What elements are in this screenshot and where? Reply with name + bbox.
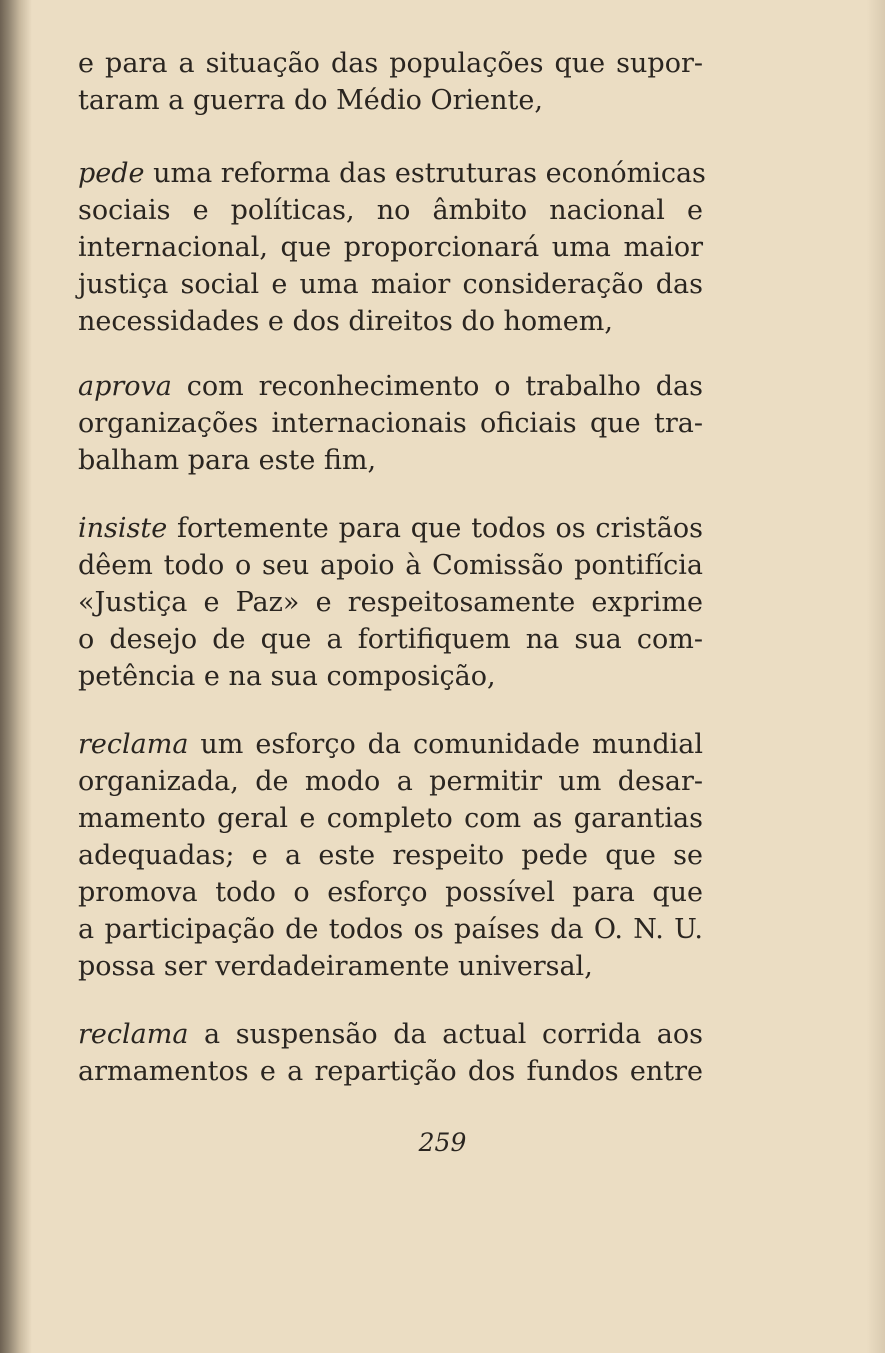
text-line: o desejo de que a fortifiquem na sua com-	[78, 624, 703, 655]
text-line: organizações internacionais oficiais que tra-	[78, 408, 703, 439]
text-line: balham para este fim,	[78, 445, 377, 476]
text-line: reclama a suspensão da actual corrida aos	[78, 1019, 703, 1050]
text-line: sociais e políticas, no âmbito nacional e	[78, 195, 703, 226]
text-line: armamentos e a repartição dos fundos entre	[78, 1056, 703, 1087]
text-line: insiste fortemente para que todos os cristãos	[78, 513, 703, 544]
text-line: promova todo o esforço possível para que	[78, 877, 703, 908]
lead-word: pede	[78, 158, 145, 189]
text-line: necessidades e dos direitos do homem,	[78, 306, 613, 337]
text-line: e para a situação das populações que supor-	[78, 48, 703, 79]
text-line: taram a guerra do Médio Oriente,	[78, 85, 543, 116]
page-number: 259	[418, 1128, 467, 1157]
text-line: mamento geral e completo com as garantias	[78, 803, 703, 834]
text-line: a participação de todos os países da O. N. U.	[78, 914, 703, 945]
text-line: pede uma reforma das estruturas económicas	[78, 158, 706, 189]
lead-word: reclama	[78, 1019, 189, 1050]
text-line: possa ser verdadeiramente universal,	[78, 951, 593, 982]
text-line: «Justiça e Paz» e respeitosamente exprime	[78, 587, 703, 618]
text-line: justiça social e uma maior consideração das	[78, 269, 703, 300]
text-line: organizada, de modo a permitir um desar-	[78, 766, 703, 797]
text-line: aprova com reconhecimento o trabalho das	[78, 371, 703, 402]
text-line: reclama um esforço da comunidade mundial	[78, 729, 703, 760]
text-line: internacional, que proporcionará uma maior	[78, 232, 703, 263]
lead-word: insiste	[78, 513, 168, 544]
lead-word: reclama	[78, 729, 189, 760]
text-line: dêem todo o seu apoio à Comissão pontifícia	[78, 550, 703, 581]
lead-word: aprova	[78, 371, 172, 402]
text-line: petência e na sua composição,	[78, 661, 496, 692]
text-line: adequadas; e a este respeito pede que se	[78, 840, 703, 871]
